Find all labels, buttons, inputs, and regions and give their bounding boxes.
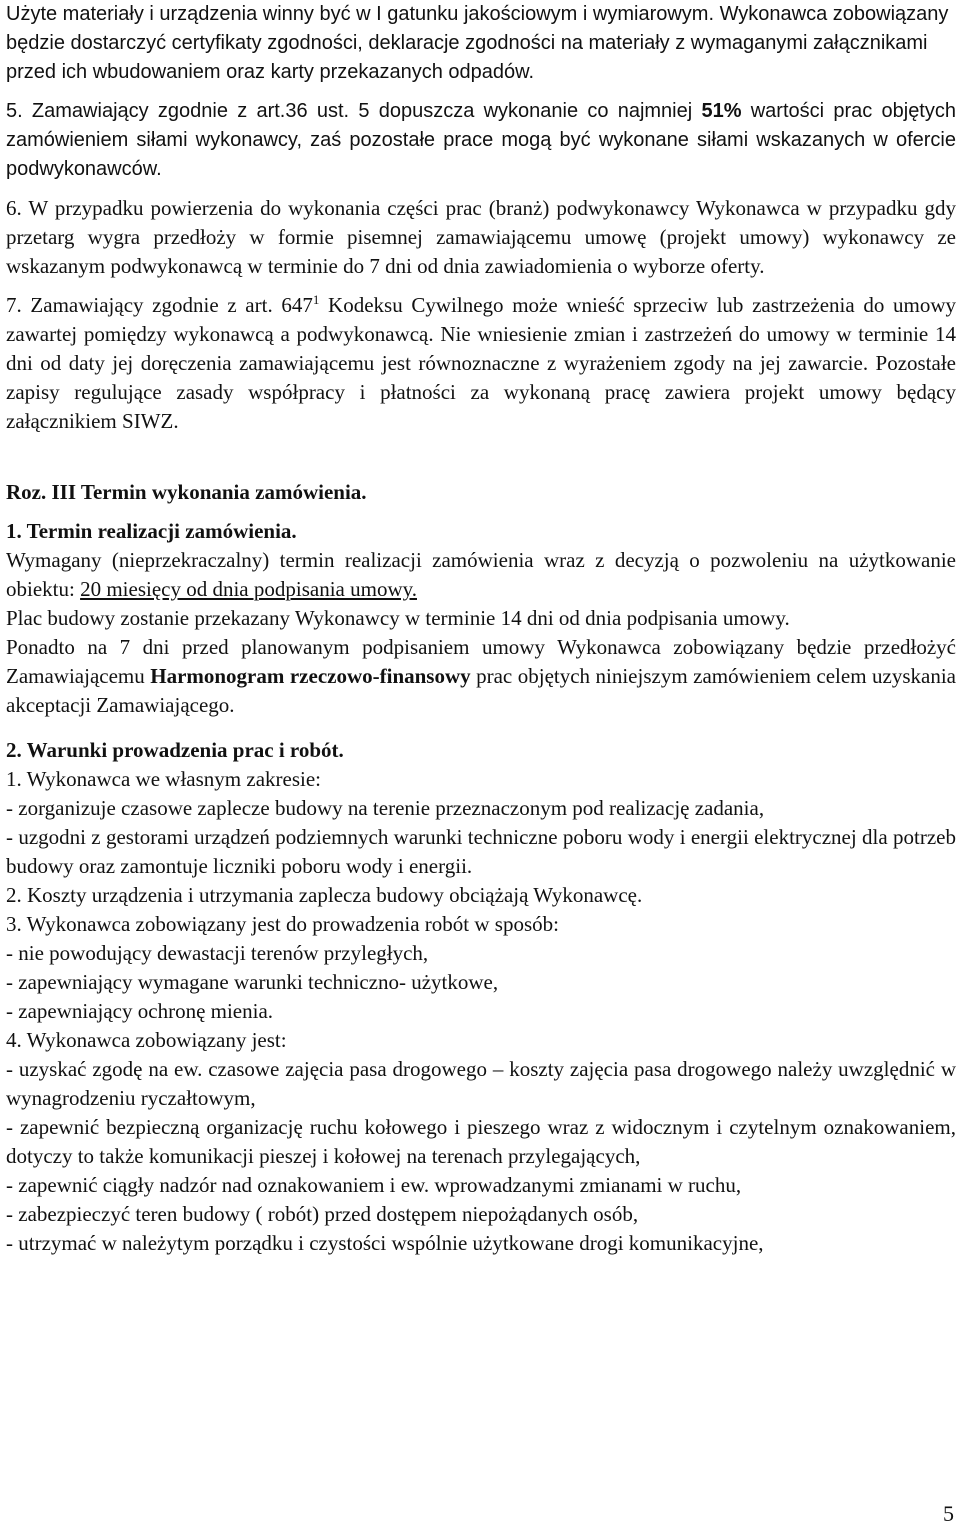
deadline-text: Wymagany (nieprzekraczalny) termin realizacji zamówienia wraz z decyzją o pozwoleniu na użytkowanie obiektu: <box>6 548 956 601</box>
paragraph-6: 6. W przypadku powierzenia do wykonania części prac (branż) podwykonawcy Wykonawca w przypadku gdy przetarg wygra przedłoży w formie pisemnej zamawiającemu umowę (projekt umowy) wykonawcy ze wskazanym podwykonawcą w terminie do 7 dni od dnia zawiadomienia o wyborze oferty. <box>6 196 956 278</box>
site-handover-paragraph: Plac budowy zostanie przekazany Wykonawcy w terminie 14 dni od dnia podpisania umowy. <box>6 606 790 630</box>
paragraph-5 <box>6 97 956 184</box>
page-number: 5 <box>943 1501 954 1526</box>
conditions-line: - zapewniający wymagane warunki techniczno- użytkowe, <box>6 970 499 994</box>
conditions-line: 1. Wykonawca we własnym zakresie: <box>6 767 321 791</box>
paragraph-5-text: 5. Zamawiający zgodnie z art.36 ust. 5 dopuszcza wykonanie co najmniej <box>6 100 702 122</box>
conditions-line: - zapewnić ciągły nadzór nad oznakowaniem i ew. wprowadzanymi zmianami w ruchu, <box>6 1173 742 1197</box>
conditions-line: - utrzymać w należytym porządku i czystości wspólnie użytkowane drogi komunikacyjne, <box>6 1231 764 1255</box>
deadline-paragraph <box>6 546 956 604</box>
deadline-underlined: 20 miesięcy od dnia podpisania umowy. <box>80 577 417 601</box>
section-title: Roz. III Termin wykonania zamówienia. <box>6 480 367 504</box>
conditions-line: - uzgodni z gestorami urządzeń podziemnych warunki techniczne poboru wody i energii elektrycznej dla potrzeb budowy oraz zamontuje liczniki poboru wody i energii. <box>6 825 956 878</box>
paragraph-7-text-end: Kodeksu Cywilnego może wnieść sprzeciw lub zastrzeżenia do umowy zawartej pomiędzy wykonawcą a podwykonawcą. Nie wniesienie zmian i zastrzeżeń do umowy w terminie 14 dni od daty jej doręczenia zamawiającemu jest równoznaczne z wyrażeniem zgody na jej zawarcie. Pozostałe zapisy regulujące zasady współpracy i płatności za wykonaną pracę zawiera projekt umowy będący załącznikiem SIWZ. <box>6 293 957 433</box>
conditions-line: - zapewniający ochronę mienia. <box>6 999 274 1023</box>
intro-paragraph: Użyte materiały i urządzenia winny być w I gatunku jakościowym i wymiarowym. Wykonawca zobowiązany będzie dostarczyć certyfikaty zgodności, deklaracje zgodności na materiały z wymaganymi załącznikami przed ich wbudowaniem oraz karty przekazanych odpadów. <box>6 3 949 83</box>
schedule-text: Ponadto na 7 dni przed planowanym podpisaniem umowy Wykonawca zobowiązany będzie przedłożyć Zamawiającemu <box>6 635 956 688</box>
conditions-line: - zabezpieczyć teren budowy ( robót) przed dostępem niepożądanych osób, <box>6 1202 639 1226</box>
paragraph-7 <box>6 291 956 436</box>
paragraph-5-text-end: wartości prac objętych zamówieniem siłami wykonawcy, zaś pozostałe prace mogą być wykonane siłami wskazanych w ofercie podwykonawców. <box>6 100 956 180</box>
paragraph-7-superscript: 1 <box>312 292 320 307</box>
conditions-line: - nie powodujący dewastacji terenów przyległych, <box>6 941 429 965</box>
subsection-2-title: 2. Warunki prowadzenia prac i robót. <box>6 738 344 762</box>
schedule-text-end: prac objętych niniejszym zamówieniem celem uzyskania akceptacji Zamawiającego. <box>6 664 956 717</box>
conditions-line: 4. Wykonawca zobowiązany jest: <box>6 1028 287 1052</box>
conditions-line: 2. Koszty urządzenia i utrzymania zaplecza budowy obciążają Wykonawcę. <box>6 883 643 907</box>
paragraph-5-percent: 51% <box>701 100 742 122</box>
subsection-1-title: 1. Termin realizacji zamówienia. <box>6 519 297 543</box>
conditions-line: - zapewnić bezpieczną organizację ruchu kołowego i pieszego wraz z widocznym i czytelnym oznakowaniem, dotyczy to także komunikacji pieszej i kołowej na terenach przylegających, <box>6 1115 956 1168</box>
paragraph-7-text: 7. Zamawiający zgodnie z art. 647 <box>6 293 313 317</box>
document-page <box>6 0 956 1258</box>
conditions-line: - zorganizuje czasowe zaplecze budowy na terenie przeznaczonym pod realizację zadania, <box>6 796 765 820</box>
schedule-bold: Harmonogram rzeczowo-finansowy <box>150 664 471 688</box>
schedule-paragraph <box>6 633 956 720</box>
conditions-line: - uzyskać zgodę na ew. czasowe zajęcia pasa drogowego – koszty zajęcia pasa drogowego należy uwzględnić w wynagrodzeniu ryczałtowym, <box>6 1057 956 1110</box>
conditions-line: 3. Wykonawca zobowiązany jest do prowadzenia robót w sposób: <box>6 912 559 936</box>
